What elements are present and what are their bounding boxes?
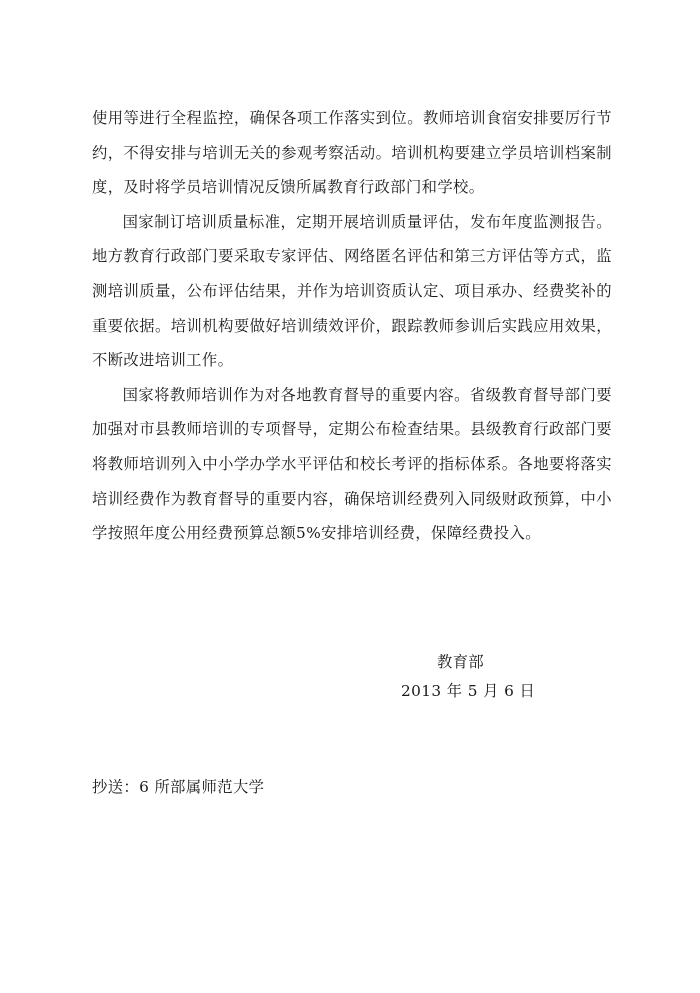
paragraph-quality-evaluation: 国家制订培训质量标准，定期开展培训质量评估，发布年度监测报告。地方教育行政部门要采取专家评估、网络匿名评估和第三方评估等方式，监测培训质量，公布评估结果，并作为培训资质认定、项目承办、经费奖补的重要依据。培训机构要做好培训绩效评价，跟踪教师参训后实践应用效果，不断改进培训工作。 xyxy=(92,212,612,370)
document-body xyxy=(92,101,612,551)
cc-line: 抄送：6 所部属师范大学 xyxy=(92,778,265,796)
paragraph-continuation: 使用等进行全程监控，确保各项工作落实到位。教师培训食宿安排要厉行节约，不得安排与培训无关的参观考察活动。培训机构要建立学员培训档案制度，及时将学员培训情况反馈所属教育行政部门和学校。 xyxy=(92,109,612,197)
signature-organization: 教育部 xyxy=(437,653,485,671)
signature-date: 2013 年 5 月 6 日 xyxy=(401,682,536,700)
paragraph-supervision: 国家将教师培训作为对各地教育督导的重要内容。省级教育督导部门要加强对市县教师培训的专项督导，定期公布检查结果。县级教育行政部门要将教师培训列入中小学办学水平评估和校长考评的指标体系。各地要将落实培训经费作为教育督导的重要内容，确保培训经费列入同级财政预算，中小学按照年度公用经费预算总额5%安排培训经费，保障经费投入。 xyxy=(92,385,612,543)
